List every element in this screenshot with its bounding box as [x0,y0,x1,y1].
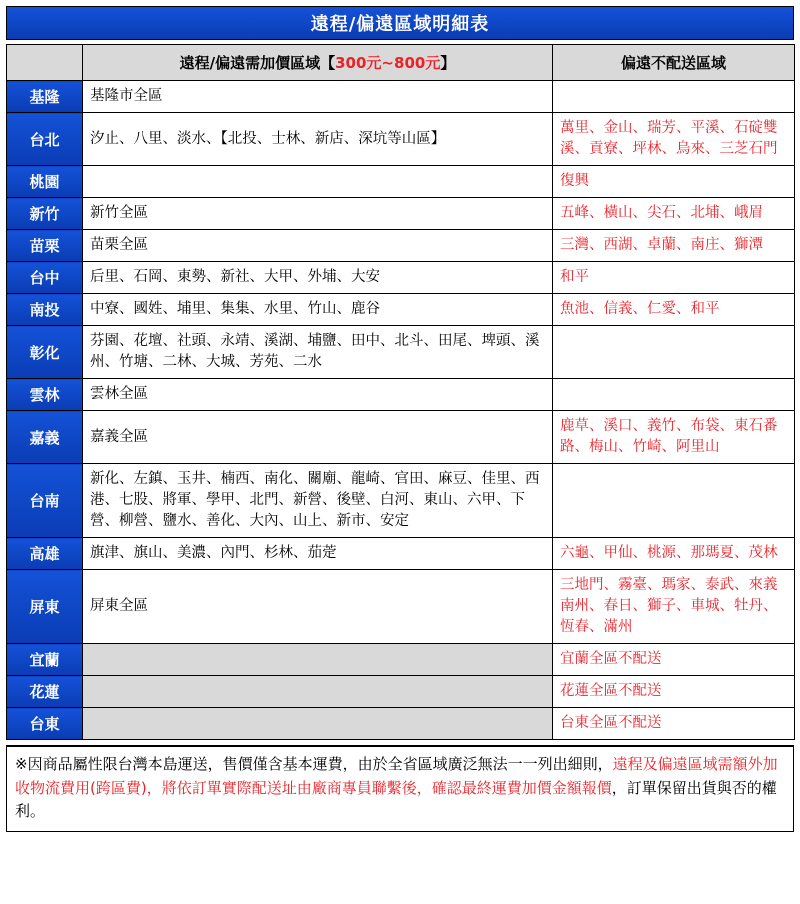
header-no-delivery: 偏遠不配送區域 [553,45,795,81]
table-row [7,379,795,411]
row-no-delivery-areas [553,379,795,411]
row-region-label: 基隆 [7,81,83,113]
header-extra-fee [83,45,553,81]
row-extra-fee-areas: 屏東全區 [83,570,553,644]
row-no-delivery-areas: 萬里、金山、瑞芳、平溪、石碇雙溪、貢寮、坪林、烏來、三芝石門 [553,113,795,166]
row-no-delivery-areas: 復興 [553,166,795,198]
row-extra-fee-areas: 苗栗全區 [83,230,553,262]
row-extra-fee-areas [83,676,553,708]
header-extra-fee-amount: 300元~800元 [335,54,441,72]
row-extra-fee-areas [83,644,553,676]
row-extra-fee-areas: 嘉義全區 [83,411,553,464]
table-row [7,294,795,326]
footnote [6,745,794,832]
row-extra-fee-areas [83,708,553,740]
row-extra-fee-areas: 新化、左鎮、玉井、楠西、南化、關廟、龍崎、官田、麻豆、佳里、西港、七股、將軍、學甲、北門、新營、後壁、白河、東山、六甲、下營、柳營、鹽水、善化、大內、山上、新市、安定 [83,464,553,538]
row-region-label: 新竹 [7,198,83,230]
row-extra-fee-areas: 中寮、國姓、埔里、集集、水里、竹山、鹿谷 [83,294,553,326]
row-no-delivery-areas: 魚池、信義、仁愛、和平 [553,294,795,326]
row-region-label: 高雄 [7,538,83,570]
row-region-label: 雲林 [7,379,83,411]
row-region-label: 南投 [7,294,83,326]
footnote-part2-highlight: 遠程及偏遠區域需額外加收物流費用(跨區費)，將依訂單實際配送址由廠商專員聯繫後，確認最終運費加價金額報價 [15,755,778,797]
footnote-part1: ※因商品屬性限台灣本島運送，售價僅含基本運費，由於全省區域廣泛無法一一列出細則， [15,755,613,774]
page-title [6,6,794,40]
table-row [7,464,795,538]
row-no-delivery-areas [553,464,795,538]
table-row [7,198,795,230]
table-row [7,326,795,379]
remote-area-table [6,44,795,740]
row-no-delivery-areas: 花蓮全區不配送 [553,676,795,708]
row-no-delivery-areas: 和平 [553,262,795,294]
table-body [7,81,795,740]
row-region-label: 苗栗 [7,230,83,262]
row-region-label: 屏東 [7,570,83,644]
table-row [7,230,795,262]
header-extra-fee-suffix: 】 [440,54,456,72]
page-title-text: 遠程/偏遠區域明細表 [310,14,490,35]
row-region-label: 彰化 [7,326,83,379]
row-region-label: 台北 [7,113,83,166]
table-row [7,708,795,740]
row-no-delivery-areas: 五峰、橫山、尖石、北埔、峨眉 [553,198,795,230]
row-no-delivery-areas: 三灣、西湖、卓蘭、南庄、獅潭 [553,230,795,262]
table-row [7,113,795,166]
row-region-label: 宜蘭 [7,644,83,676]
row-region-label: 花蓮 [7,676,83,708]
row-no-delivery-areas: 台東全區不配送 [553,708,795,740]
row-region-label: 台南 [7,464,83,538]
row-extra-fee-areas: 基隆市全區 [83,81,553,113]
row-region-label: 台中 [7,262,83,294]
row-region-label: 桃園 [7,166,83,198]
row-no-delivery-areas: 六龜、甲仙、桃源、那瑪夏、茂林 [553,538,795,570]
row-no-delivery-areas [553,81,795,113]
table-row [7,570,795,644]
row-extra-fee-areas: 汐止、八里、淡水、【北投、士林、新店、深坑等山區】 [83,113,553,166]
row-extra-fee-areas [83,166,553,198]
row-no-delivery-areas: 鹿草、溪口、義竹、布袋、東石番路、梅山、竹崎、阿里山 [553,411,795,464]
row-no-delivery-areas: 宜蘭全區不配送 [553,644,795,676]
row-no-delivery-areas: 三地門、霧臺、瑪家、泰武、來義南州、春日、獅子、車城、牡丹、恆春、滿州 [553,570,795,644]
row-extra-fee-areas: 后里、石岡、東勢、新社、大甲、外埔、大安 [83,262,553,294]
table-row [7,262,795,294]
header-region [7,45,83,81]
header-extra-fee-prefix: 遠程/偏遠需加價區域【 [179,54,336,72]
table-row [7,411,795,464]
table-row [7,676,795,708]
footnote-part3: ，訂單保留出貨與否的權利。 [15,778,777,820]
table-row [7,538,795,570]
row-extra-fee-areas: 新竹全區 [83,198,553,230]
row-extra-fee-areas: 旗津、旗山、美濃、內門、杉林、茄萣 [83,538,553,570]
table-row [7,81,795,113]
table-head [7,45,795,81]
row-region-label: 台東 [7,708,83,740]
row-no-delivery-areas [553,326,795,379]
table-row [7,166,795,198]
row-extra-fee-areas: 雲林全區 [83,379,553,411]
row-extra-fee-areas: 芬園、花壇、社頭、永靖、溪湖、埔鹽、田中、北斗、田尾、埤頭、溪州、竹塘、二林、大城、芳苑、二水 [83,326,553,379]
table-header-row [7,45,795,81]
row-region-label: 嘉義 [7,411,83,464]
table-row [7,644,795,676]
